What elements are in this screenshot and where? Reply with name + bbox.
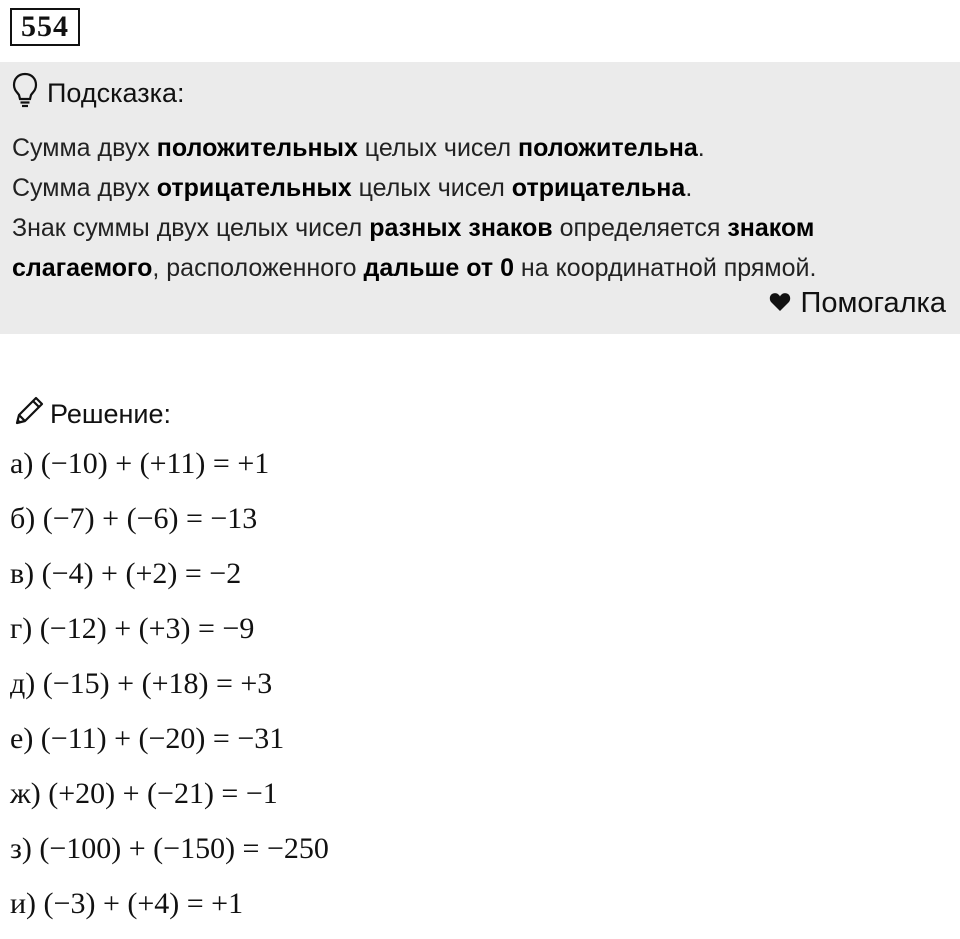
- solution-line: ж) (+20) + (−21) = −1: [10, 777, 278, 810]
- hint-segment: Сумма двух: [12, 174, 157, 202]
- hint-line: [12, 208, 952, 248]
- hint-segment: определяется: [552, 214, 728, 242]
- hint-line: [12, 128, 952, 168]
- hint-line: [12, 248, 952, 288]
- solution-line: г) (−12) + (+3) = −9: [10, 612, 255, 645]
- solution-title: Решение:: [50, 399, 172, 429]
- hint-line: [12, 168, 952, 208]
- solution-line: з) (−100) + (−150) = −250: [10, 832, 329, 865]
- hint-segment: на координатной прямой.: [513, 254, 817, 282]
- brand: [769, 287, 946, 320]
- hint-segment: целых чисел: [351, 174, 512, 202]
- heart-icon: [769, 287, 791, 320]
- hint-title: Подсказка:: [47, 78, 185, 108]
- problem-number: 554: [10, 8, 80, 46]
- solution-list: [10, 442, 329, 937]
- solution-line: а) (−10) + (+11) = +1: [10, 447, 270, 480]
- solution-line: и) (−3) + (+4) = +1: [10, 887, 244, 920]
- hint-segment: , расположенного: [152, 254, 364, 282]
- hint-segment: .: [685, 174, 693, 202]
- solution-line: е) (−11) + (−20) = −31: [10, 722, 285, 755]
- solution-line: б) (−7) + (−6) = −13: [10, 502, 258, 535]
- hint-emphasis: положительна: [518, 134, 698, 162]
- pencil-icon: [12, 394, 46, 435]
- hint-segment: целых чисел: [357, 134, 519, 162]
- hint-text: [12, 128, 952, 288]
- hint-emphasis: знаком: [727, 214, 815, 242]
- solution-line: в) (−4) + (+2) = −2: [10, 557, 242, 590]
- hint-segment: .: [697, 134, 705, 162]
- hint-emphasis: отрицательна: [511, 174, 686, 202]
- solution-header: [12, 394, 171, 435]
- hint-header: [12, 72, 185, 115]
- hint-emphasis: слагаемого: [12, 254, 153, 282]
- hint-segment: Сумма двух: [12, 134, 157, 162]
- brand-name: Помогалка: [800, 287, 946, 319]
- solution-line: д) (−15) + (+18) = +3: [10, 667, 273, 700]
- hint-emphasis: дальше от 0: [363, 254, 514, 282]
- hint-segment: Знак суммы двух целых чисел: [12, 214, 370, 242]
- lightbulb-icon: [12, 72, 38, 115]
- hint-emphasis: отрицательных: [156, 174, 352, 202]
- hint-emphasis: разных знаков: [369, 214, 553, 242]
- hint-emphasis: положительных: [156, 134, 358, 162]
